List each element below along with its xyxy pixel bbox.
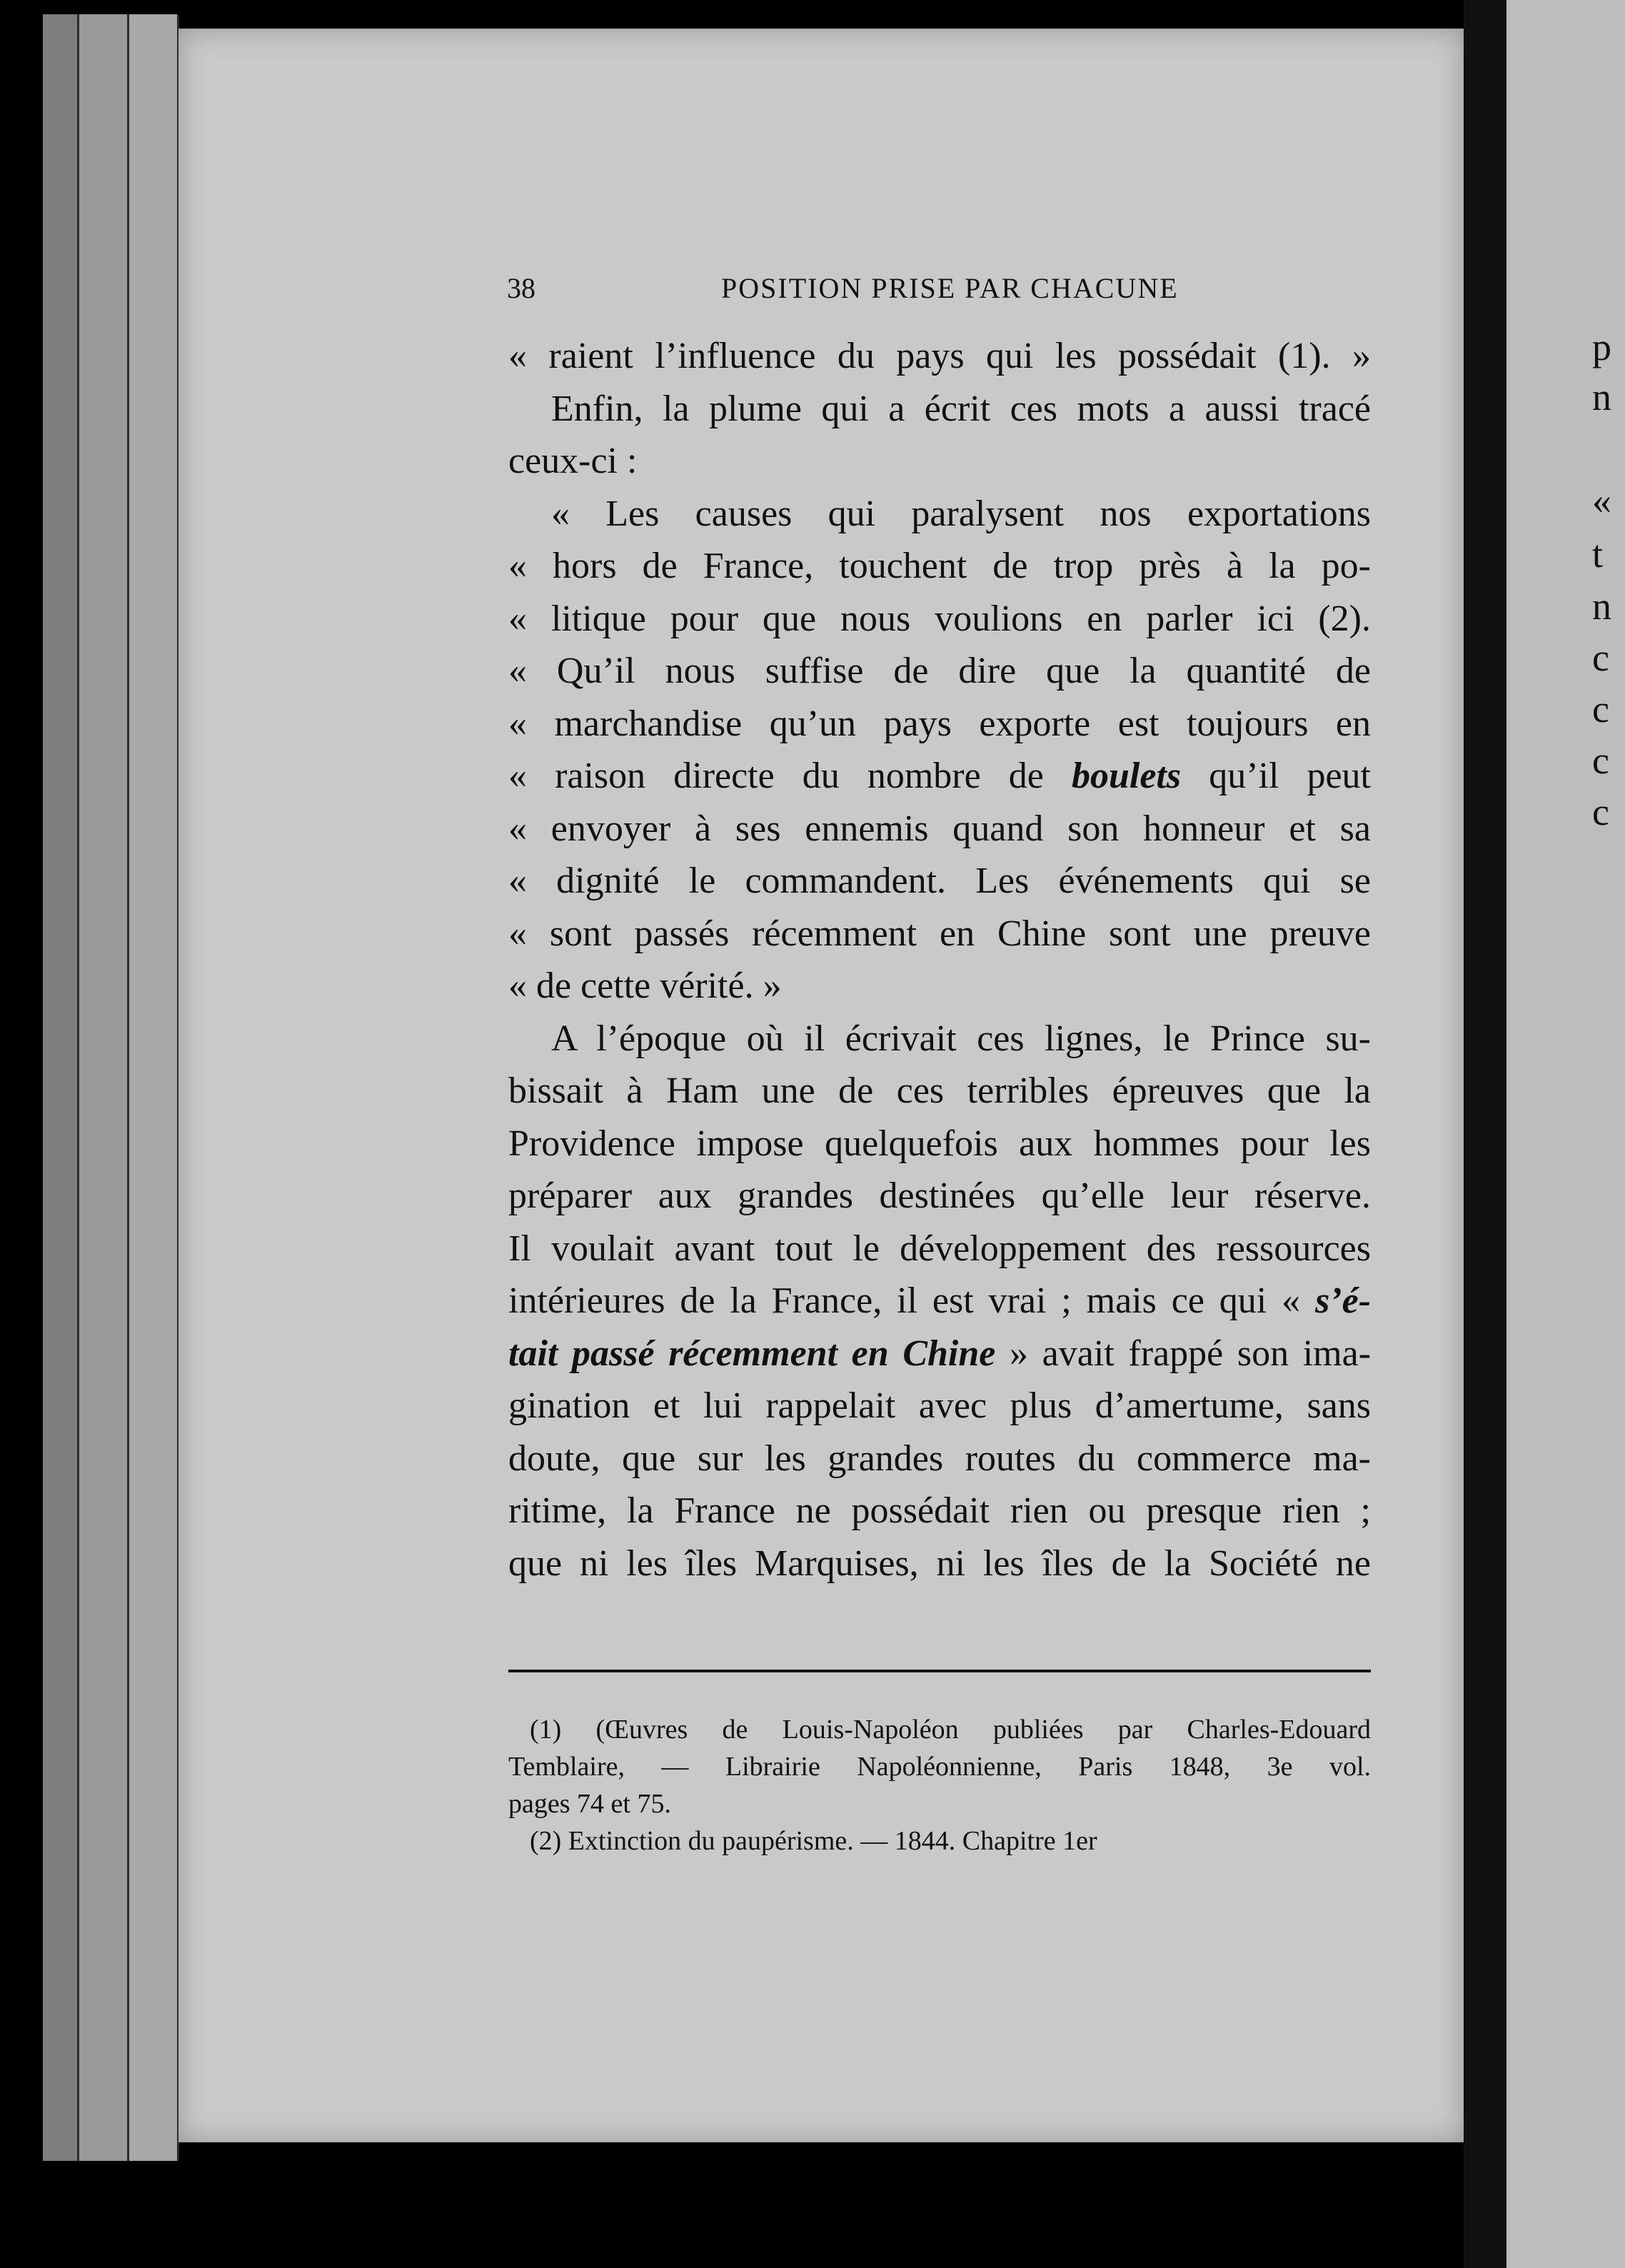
footnotes (508, 1711, 1371, 1860)
text-line: « dignité le commandent. Les événements qui se (508, 860, 1371, 901)
book-edge-outer (43, 14, 79, 2161)
text-segment: intérieures de la France, il est vrai ; mais ce qui « (508, 1280, 1301, 1321)
text-line: « Les causes qui paralysent nos exportations (551, 493, 1371, 534)
running-title: POSITION PRISE PAR CHACUNE (721, 272, 1179, 304)
text-line: gination et lui rappelait avec plus d’amertume, sans (508, 1385, 1371, 1426)
text-line: « de cette vérité. » (508, 965, 782, 1006)
text-line (508, 1328, 1371, 1380)
text-line: Enfin, la plume qui a écrit ces mots a aussi tracé (551, 388, 1371, 429)
text-line: « raient l’influence du pays qui les possédait (1). » (508, 336, 1371, 376)
text-line: Providence impose quelquefois aux hommes pour les (508, 1123, 1371, 1164)
facing-page-fragment: c (1592, 791, 1609, 833)
facing-page-fragment: c (1592, 636, 1609, 679)
text-segment: qu’il peut (1209, 756, 1372, 796)
facing-page-fragment: n (1592, 376, 1611, 418)
italic-segment: boulets (1071, 756, 1182, 796)
edge-divider (127, 14, 129, 2161)
text-line: « hors de France, touchent de trop près à la po- (508, 546, 1371, 586)
text-line: « litique pour que nous voulions en parler ici (2). (508, 598, 1371, 639)
facing-page-fragment: c (1592, 739, 1609, 782)
text-line: « sont passés récemment en Chine sont une preuve (508, 913, 1371, 954)
text-segment: « raison directe du nombre de (508, 756, 1044, 796)
text-line: A l’époque où il écrivait ces lignes, le Prince su- (551, 1018, 1371, 1059)
footnote-rule (508, 1670, 1371, 1672)
facing-page-fragment: t (1592, 533, 1604, 576)
book-gutter (1464, 0, 1506, 2268)
text-line: doute, que sur les grandes routes du commerce ma- (508, 1437, 1371, 1479)
text-line: bissait à Ham une de ces terribles épreuves que la (508, 1070, 1371, 1111)
facing-page-fragment: c (1592, 688, 1609, 731)
footnote-line: Temblaire, — Librairie Napoléonnienne, Paris 1848, 3e vol. (508, 1752, 1371, 1782)
footnote-line: (1) (Œuvres de Louis-Napoléon publiées par Charles-Edouard (530, 1715, 1371, 1745)
text-line: Il voulait avant tout le développement des ressources (508, 1228, 1371, 1269)
text-line (508, 750, 1371, 803)
text-line: « envoyer à ses ennemis quand son honneur et sa (508, 808, 1371, 849)
text-line: ritime, la France ne possédait rien ou presque rien ; (508, 1490, 1371, 1531)
facing-page-fragment: p (1592, 326, 1611, 368)
body-text (508, 330, 1371, 1590)
text-segment: » avait frappé son ima- (1010, 1333, 1372, 1374)
book-edge-inner (129, 14, 178, 2161)
text-line: ceux-ci : (508, 441, 638, 481)
book-edge-middle (79, 14, 129, 2161)
italic-segment: s’é- (1315, 1280, 1372, 1321)
text-line: préparer aux grandes destinées qu’elle leur réserve. (508, 1175, 1371, 1216)
text-line: que ni les îles Marquises, ni les îles de la Société ne (508, 1542, 1371, 1584)
edge-divider (77, 14, 79, 2161)
facing-page-fragment: « (1592, 479, 1611, 522)
footnote-line: pages 74 et 75. (508, 1789, 671, 1819)
text-line: « Qu’il nous suffise de dire que la quantité de (508, 651, 1371, 691)
facing-page-fragment: n (1592, 585, 1611, 628)
page-number: 38 (507, 272, 535, 304)
italic-segment: tait passé récemment en Chine (508, 1333, 996, 1374)
text-line: « marchandise qu’un pays exporte est toujours en (508, 703, 1371, 744)
running-head (507, 271, 1371, 314)
footnote-line: (2) Extinction du paupérisme. — 1844. Chapitre 1er (530, 1826, 1097, 1856)
text-line (508, 1275, 1371, 1328)
